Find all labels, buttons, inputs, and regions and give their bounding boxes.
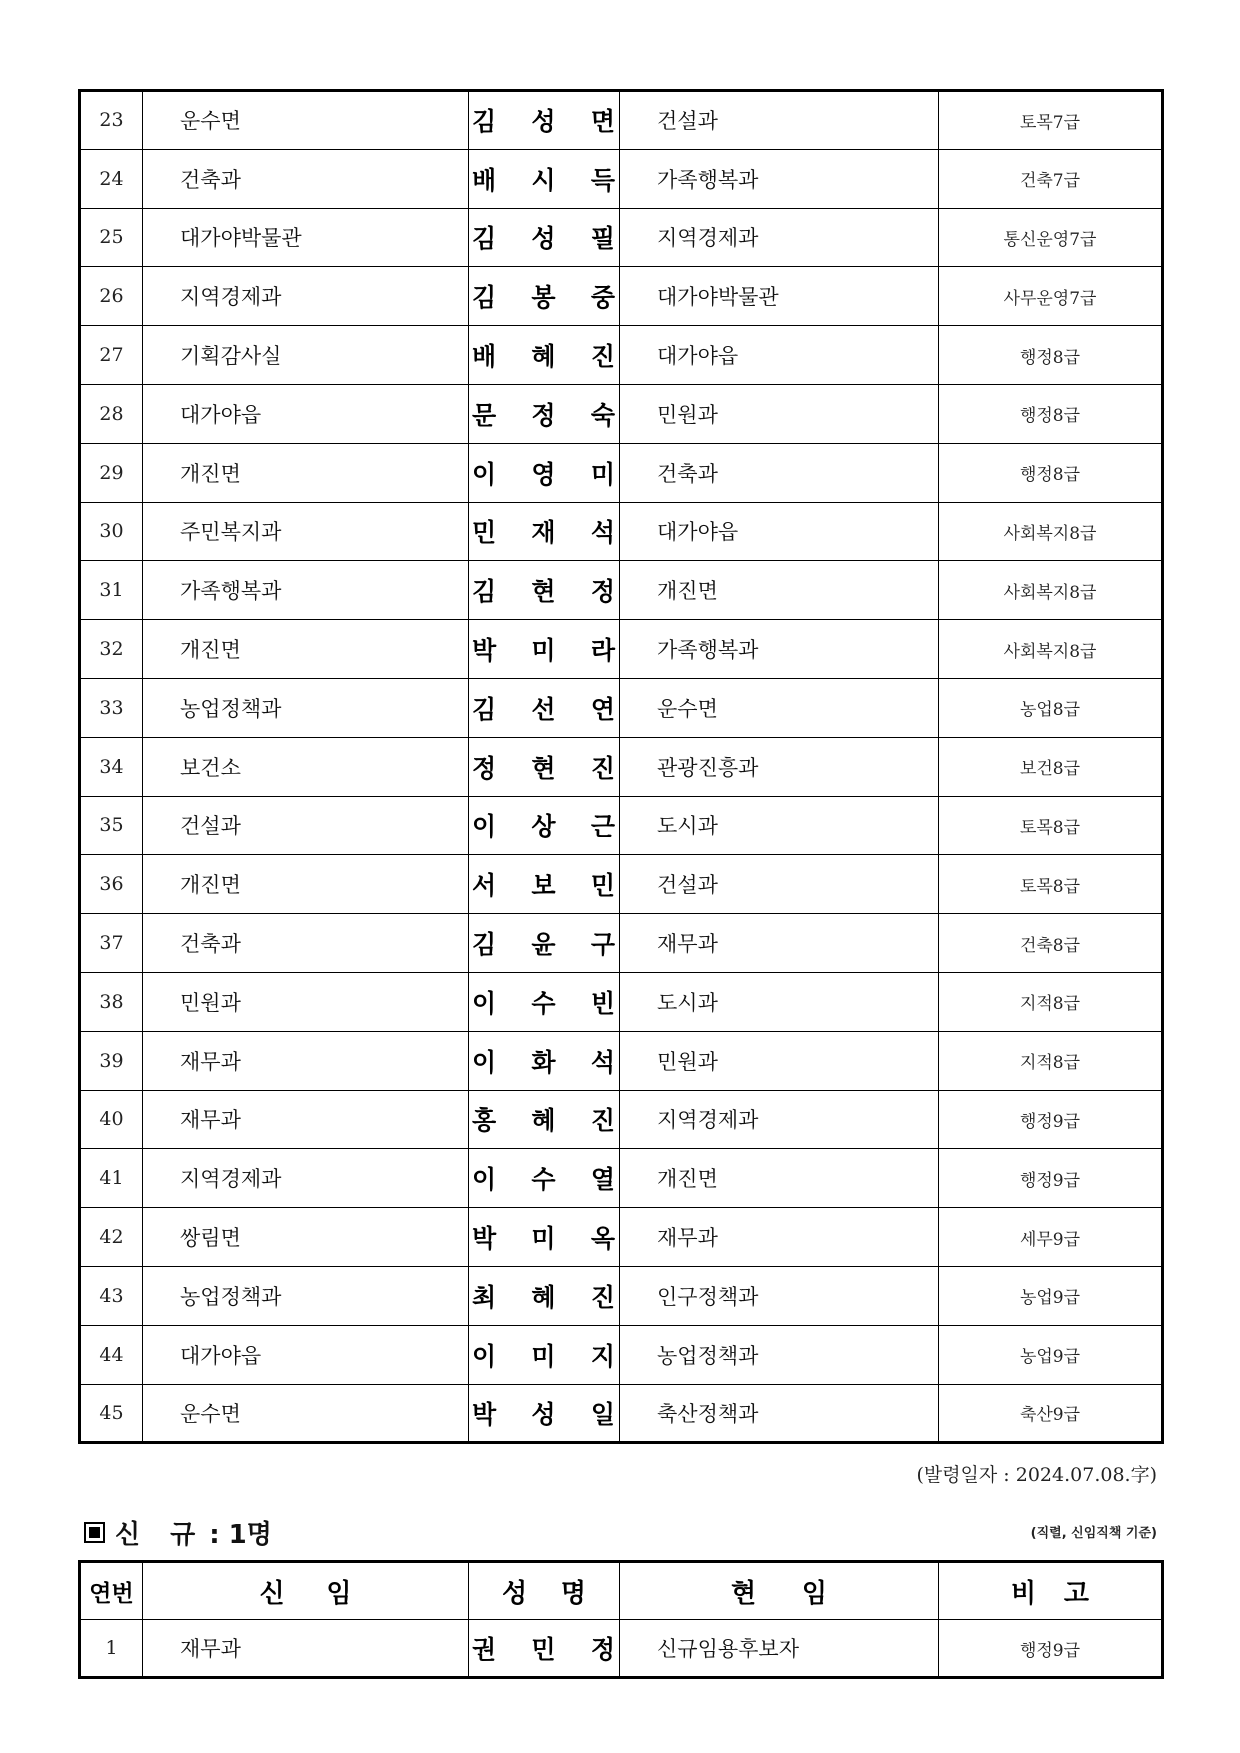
name-char: 김: [472, 283, 497, 313]
table-row: [80, 1266, 1163, 1325]
row-number: 29: [80, 443, 143, 502]
person-name: [469, 620, 620, 679]
header-current-post: [620, 1562, 939, 1620]
name-char: 영: [531, 459, 556, 489]
grade: 통신운영7급: [939, 208, 1163, 267]
header-current-post-char: 현: [731, 1578, 757, 1609]
name-char: 수: [531, 988, 556, 1018]
row-number: 26: [80, 267, 143, 326]
person-name: [469, 208, 620, 267]
row-number: 30: [80, 502, 143, 561]
row-number: 39: [80, 1031, 143, 1090]
person-name: [469, 796, 620, 855]
name-char: 성: [531, 107, 556, 137]
name-char: 박: [472, 1224, 497, 1254]
new-post: 운수면: [143, 1384, 469, 1443]
name-char: 민: [531, 1635, 556, 1664]
row-number: 36: [80, 855, 143, 914]
name-char: 득: [590, 165, 615, 195]
new-post: 개진면: [143, 855, 469, 914]
name-char: 혜: [531, 1106, 556, 1136]
person-name: [469, 326, 620, 385]
row-number: 24: [80, 149, 143, 208]
transfer-table-body: [80, 91, 1163, 1443]
person-name: [469, 1266, 620, 1325]
header-remarks-char: 비: [1011, 1578, 1037, 1609]
new-post: 대가야읍: [143, 1325, 469, 1384]
person-name: [469, 384, 620, 443]
current-post: 축산정책과: [620, 1384, 939, 1443]
table-row: [80, 1090, 1163, 1149]
table-row: [80, 972, 1163, 1031]
name-char: 혜: [531, 1282, 556, 1312]
name-char: 선: [531, 694, 556, 724]
grade: 사무운영7급: [939, 267, 1163, 326]
person-name: [469, 1208, 620, 1267]
header-name-char: 성: [502, 1578, 528, 1609]
current-post: 지역경제과: [620, 1090, 939, 1149]
new-hire-section-title: [84, 1514, 272, 1551]
person-name: [469, 914, 620, 973]
name-char: 미: [590, 459, 615, 489]
name-char: 근: [590, 812, 615, 842]
name-char: 봉: [531, 283, 556, 313]
name-char: 홍: [472, 1106, 497, 1136]
current-post: 대가야박물관: [620, 267, 939, 326]
section-count: : 1명: [209, 1520, 272, 1550]
section-label: 신규: [115, 1520, 226, 1550]
current-post: 도시과: [620, 972, 939, 1031]
person-name: [469, 972, 620, 1031]
section-note: (직렬, 신임직책 기준): [1030, 1526, 1157, 1541]
name-char: 문: [472, 400, 497, 430]
table-row: [80, 796, 1163, 855]
grade: 토목8급: [939, 855, 1163, 914]
name-char: 성: [531, 224, 556, 254]
person-name: [469, 1620, 620, 1678]
new-post: 재무과: [143, 1031, 469, 1090]
table-row: [80, 267, 1163, 326]
name-char: 정: [590, 1635, 615, 1664]
new-post: 지역경제과: [143, 1149, 469, 1208]
current-post: 관광진흥과: [620, 737, 939, 796]
person-name: [469, 443, 620, 502]
name-char: 진: [590, 1106, 615, 1136]
grade: 행정9급: [939, 1090, 1163, 1149]
name-char: 이: [472, 1341, 497, 1371]
name-char: 김: [472, 694, 497, 724]
row-number: 43: [80, 1266, 143, 1325]
header-new-post-char: 신: [259, 1578, 285, 1609]
row-number: 41: [80, 1149, 143, 1208]
name-char: 정: [472, 753, 497, 783]
table-row: [80, 326, 1163, 385]
current-post: 지역경제과: [620, 208, 939, 267]
grade: 농업9급: [939, 1266, 1163, 1325]
name-char: 윤: [531, 930, 556, 960]
name-char: 수: [531, 1165, 556, 1195]
grade: 사회복지8급: [939, 502, 1163, 561]
header-current-post-char: 임: [801, 1578, 827, 1609]
transfer-table: [78, 89, 1164, 1444]
table-row: [80, 1325, 1163, 1384]
person-name: [469, 1325, 620, 1384]
name-char: 열: [590, 1165, 615, 1195]
row-number: 34: [80, 737, 143, 796]
new-post: 건설과: [143, 796, 469, 855]
new-post: 재무과: [143, 1620, 469, 1678]
current-post: 인구정책과: [620, 1266, 939, 1325]
person-name: [469, 149, 620, 208]
table-row: [80, 737, 1163, 796]
current-post: 운수면: [620, 678, 939, 737]
name-char: 재: [531, 518, 556, 548]
new-post: 건축과: [143, 914, 469, 973]
table-row: [80, 208, 1163, 267]
name-char: 석: [590, 518, 615, 548]
grade: 토목8급: [939, 796, 1163, 855]
name-char: 연: [590, 694, 615, 724]
row-number: 37: [80, 914, 143, 973]
new-post: 쌍림면: [143, 1208, 469, 1267]
name-char: 빈: [590, 988, 615, 1018]
row-number: 35: [80, 796, 143, 855]
row-number: 33: [80, 678, 143, 737]
current-post: 재무과: [620, 914, 939, 973]
name-char: 라: [590, 636, 615, 666]
row-number: 25: [80, 208, 143, 267]
row-number: 38: [80, 972, 143, 1031]
new-post: 농업정책과: [143, 678, 469, 737]
name-char: 미: [531, 1341, 556, 1371]
grade: 지적8급: [939, 972, 1163, 1031]
name-char: 진: [590, 753, 615, 783]
grade: 건축8급: [939, 914, 1163, 973]
table-row: [80, 149, 1163, 208]
current-post: 건설과: [620, 91, 939, 150]
name-char: 현: [531, 753, 556, 783]
person-name: [469, 1031, 620, 1090]
table-row: [80, 914, 1163, 973]
row-number: 1: [80, 1620, 143, 1678]
new-post: 개진면: [143, 620, 469, 679]
row-number: 28: [80, 384, 143, 443]
current-post: 재무과: [620, 1208, 939, 1267]
grade: 세무9급: [939, 1208, 1163, 1267]
table-row: [80, 384, 1163, 443]
current-post: 개진면: [620, 1149, 939, 1208]
current-post: 개진면: [620, 561, 939, 620]
issue-date: (발령일자 : 2024.07.08.字): [916, 1464, 1157, 1486]
table-row: [80, 620, 1163, 679]
name-char: 시: [531, 165, 556, 195]
name-char: 일: [590, 1399, 615, 1429]
new-hire-table: [78, 1560, 1164, 1679]
header-name-char: 명: [560, 1578, 586, 1609]
person-name: [469, 1090, 620, 1149]
name-char: 면: [590, 107, 615, 137]
person-name: [469, 1149, 620, 1208]
grade: 토목7급: [939, 91, 1163, 150]
new-post: 대가야읍: [143, 384, 469, 443]
name-char: 구: [590, 930, 615, 960]
square-bullet-icon: [84, 1522, 105, 1543]
new-hire-table-body: [80, 1620, 1163, 1678]
new-post: 농업정책과: [143, 1266, 469, 1325]
header-new-post: [143, 1562, 469, 1620]
new-post: 기획감사실: [143, 326, 469, 385]
name-char: 이: [472, 812, 497, 842]
row-number: 42: [80, 1208, 143, 1267]
table-row: [80, 1031, 1163, 1090]
person-name: [469, 1384, 620, 1443]
current-post: 민원과: [620, 1031, 939, 1090]
grade: 보건8급: [939, 737, 1163, 796]
new-post: 주민복지과: [143, 502, 469, 561]
grade: 농업8급: [939, 678, 1163, 737]
name-char: 서: [472, 871, 497, 901]
row-number: 32: [80, 620, 143, 679]
name-char: 김: [472, 224, 497, 254]
name-char: 중: [590, 283, 615, 313]
name-char: 이: [472, 459, 497, 489]
name-char: 민: [590, 871, 615, 901]
name-char: 박: [472, 1399, 497, 1429]
new-post: 재무과: [143, 1090, 469, 1149]
new-post: 보건소: [143, 737, 469, 796]
grade: 행정8급: [939, 326, 1163, 385]
table-row: [80, 443, 1163, 502]
person-name: [469, 561, 620, 620]
new-post: 운수면: [143, 91, 469, 150]
name-char: 혜: [531, 342, 556, 372]
current-post: 대가야읍: [620, 326, 939, 385]
new-post: 지역경제과: [143, 267, 469, 326]
table-row: [80, 502, 1163, 561]
row-number: 31: [80, 561, 143, 620]
new-post: 개진면: [143, 443, 469, 502]
table-row: [80, 1384, 1163, 1443]
name-char: 배: [472, 342, 497, 372]
name-char: 성: [531, 1399, 556, 1429]
grade: 행정8급: [939, 443, 1163, 502]
current-post: 가족행복과: [620, 149, 939, 208]
name-char: 지: [590, 1341, 615, 1371]
name-char: 석: [590, 1047, 615, 1077]
row-number: 27: [80, 326, 143, 385]
person-name: [469, 678, 620, 737]
name-char: 진: [590, 342, 615, 372]
grade: 사회복지8급: [939, 620, 1163, 679]
name-char: 숙: [590, 400, 615, 430]
name-char: 이: [472, 1165, 497, 1195]
row-number: 44: [80, 1325, 143, 1384]
name-char: 김: [472, 107, 497, 137]
new-post: 민원과: [143, 972, 469, 1031]
name-char: 정: [590, 577, 615, 607]
grade: 행정9급: [939, 1620, 1163, 1678]
name-char: 보: [531, 871, 556, 901]
name-char: 박: [472, 636, 497, 666]
current-post: 도시과: [620, 796, 939, 855]
name-char: 필: [590, 224, 615, 254]
grade: 사회복지8급: [939, 561, 1163, 620]
table-row: [80, 855, 1163, 914]
current-post: 건설과: [620, 855, 939, 914]
name-char: 이: [472, 1047, 497, 1077]
name-char: 최: [472, 1282, 497, 1312]
name-char: 민: [472, 518, 497, 548]
header-new-post-char: 임: [326, 1578, 352, 1609]
table-row: [80, 91, 1163, 150]
table-row: [80, 1620, 1163, 1678]
name-char: 배: [472, 165, 497, 195]
name-char: 미: [531, 1224, 556, 1254]
grade: 건축7급: [939, 149, 1163, 208]
person-name: [469, 91, 620, 150]
name-char: 진: [590, 1282, 615, 1312]
current-post: 민원과: [620, 384, 939, 443]
grade: 행정9급: [939, 1149, 1163, 1208]
row-number: 45: [80, 1384, 143, 1443]
current-post: 농업정책과: [620, 1325, 939, 1384]
table-row: [80, 1208, 1163, 1267]
name-char: 권: [472, 1635, 497, 1664]
name-char: 김: [472, 930, 497, 960]
header-remarks: [939, 1562, 1163, 1620]
name-char: 김: [472, 577, 497, 607]
row-number: 40: [80, 1090, 143, 1149]
table-row: [80, 678, 1163, 737]
person-name: [469, 855, 620, 914]
header-no: 연번: [80, 1562, 143, 1620]
person-name: [469, 737, 620, 796]
grade: 축산9급: [939, 1384, 1163, 1443]
new-post: 건축과: [143, 149, 469, 208]
name-char: 상: [531, 812, 556, 842]
new-post: 대가야박물관: [143, 208, 469, 267]
grade: 농업9급: [939, 1325, 1163, 1384]
current-post: 신규임용후보자: [620, 1620, 939, 1678]
table-row: [80, 1149, 1163, 1208]
name-char: 옥: [590, 1224, 615, 1254]
row-number: 23: [80, 91, 143, 150]
header-remarks-char: 고: [1063, 1578, 1089, 1609]
grade: 행정8급: [939, 384, 1163, 443]
header-name: [469, 1562, 620, 1620]
name-char: 정: [531, 400, 556, 430]
current-post: 건축과: [620, 443, 939, 502]
name-char: 미: [531, 636, 556, 666]
name-char: 현: [531, 577, 556, 607]
new-post: 가족행복과: [143, 561, 469, 620]
table-header-row: [80, 1562, 1163, 1620]
name-char: 이: [472, 988, 497, 1018]
table-row: [80, 561, 1163, 620]
grade: 지적8급: [939, 1031, 1163, 1090]
current-post: 대가야읍: [620, 502, 939, 561]
person-name: [469, 502, 620, 561]
name-char: 화: [531, 1047, 556, 1077]
current-post: 가족행복과: [620, 620, 939, 679]
person-name: [469, 267, 620, 326]
